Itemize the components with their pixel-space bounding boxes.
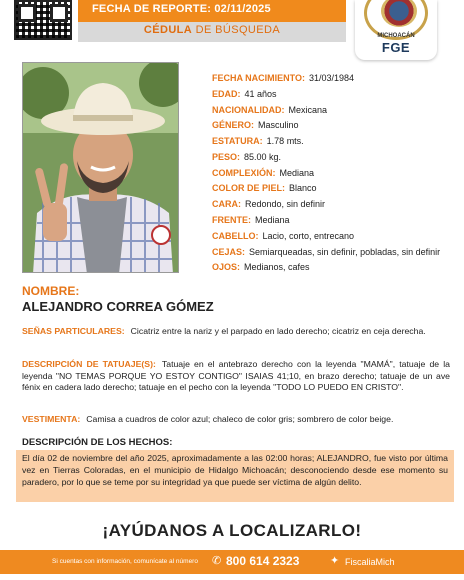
detail-value: Mediana [279, 167, 315, 178]
footer-info-text: Si cuentas con información, comunícate al número [52, 558, 198, 565]
clothing-text: Camisa a cuadros de color azul; chaleco de color gris; sombrero de color beige. [86, 414, 394, 424]
events-label: DESCRIPCIÓN DE LOS HECHOS: [22, 437, 173, 448]
distinguishing-marks-label: SEÑAS PARTICULARES: [22, 326, 125, 336]
detail-value: Blanco [289, 183, 317, 194]
detail-row [212, 104, 452, 117]
detail-label: FRENTE: [212, 215, 251, 226]
events-description: El día 02 de noviembre del año 2025, aproximadamente a las 02:00 horas; ALEJANDRO, fue visto por última vez en Tierras Coloradas, en el municipio de Hidalgo Michoacán; desconociendo desde ese momento su paradero, por lo que se teme por su integridad ya que puede ser víctima de algún delito. [16, 450, 454, 502]
footer-social-handle[interactable]: FiscaliaMich [345, 557, 395, 567]
help-locate-heading: ¡AYÚDANOS A LOCALIZARLO! [102, 521, 362, 540]
person-photo [22, 62, 179, 273]
detail-label: NACIONALIDAD: [212, 104, 285, 115]
logo-acronym: FGE [381, 40, 411, 55]
detail-value: Medianos, cafes [244, 262, 310, 273]
detail-row [212, 198, 452, 211]
detail-label: COMPLEXIÓN: [212, 167, 276, 178]
footer-phone[interactable]: 800 614 2323 [226, 554, 300, 568]
detail-row [212, 182, 452, 195]
detail-label: CABELLO: [212, 230, 259, 241]
detail-value: Mediana [255, 215, 290, 226]
cedula-title-bold: CÉDULA [143, 24, 193, 36]
detail-value: Semiarqueadas, sin definir, pobladas, sin definir [249, 246, 441, 257]
detail-value: Mexicana [288, 104, 328, 115]
detail-row [212, 167, 452, 180]
detail-label: CEJAS: [212, 246, 246, 257]
logo-state: MICHOACÁN [377, 33, 415, 39]
detail-label: FECHA NACIMIENTO: [212, 73, 305, 83]
fge-logo [355, 0, 437, 60]
tattoo-description [22, 359, 450, 394]
person-photo-illustration [23, 63, 179, 273]
footer-bottom-strip [0, 574, 464, 580]
detail-row [212, 119, 452, 132]
cedula-title [78, 24, 346, 36]
detail-label: COLOR DE PIEL: [212, 183, 286, 194]
twitter-icon: ✦ [330, 555, 340, 567]
report-date: FECHA DE REPORTE: 02/11/2025 [92, 3, 271, 15]
detail-value: 41 años [244, 88, 277, 99]
detail-value: Masculino [258, 120, 299, 131]
detail-row [212, 135, 452, 148]
detail-value: Redondo, sin definir [245, 199, 326, 210]
detail-row [212, 88, 452, 101]
phone-icon: ✆ [212, 555, 222, 567]
detail-value: 31/03/1984 [309, 73, 355, 83]
detail-label: PESO: [212, 151, 241, 162]
detail-label: GÉNERO: [212, 120, 255, 131]
detail-label: CARA: [212, 199, 241, 210]
detail-value: Lacio, corto, entrecano [262, 230, 355, 241]
distinguishing-marks-text: Cicatriz entre la nariz y el parpado en lado derecho; cicatriz en ceja derecha. [130, 326, 426, 336]
clothing [22, 414, 450, 426]
seal-emblem-icon [381, 0, 417, 27]
detail-row [212, 230, 452, 243]
tattoo-description-label: DESCRIPCIÓN DE TATUAJE(S): [22, 359, 156, 369]
person-name: ALEJANDRO CORREA GÓMEZ [22, 299, 214, 314]
detail-row [212, 72, 452, 85]
detail-row [212, 151, 452, 164]
detail-label: ESTATURA: [212, 136, 263, 147]
qr-code[interactable] [14, 0, 72, 40]
tattoo-description-text: Tatuaje en el antebrazo derecho con la leyenda "MAMÁ", tatuaje de la leyenda "NO TEMAS PORQUE YO ESTOY CONTIGO" ISAIAS 41;10, en brazo derecho; tatuaje de un ave fénix en cadera lado derecho; tatuaje en el pecho con la leyenda "TODO LO PUEDO EN CRISTO". [22, 359, 450, 393]
distinguishing-marks [22, 326, 450, 338]
detail-value: 1.78 mts. [266, 136, 304, 147]
detail-label: EDAD: [212, 88, 241, 99]
detail-label: OJOS: [212, 262, 241, 273]
detail-value: 85.00 kg. [244, 151, 282, 162]
cedula-title-rest: DE BÚSQUEDA [192, 24, 281, 36]
detail-row [212, 214, 452, 227]
detail-row [212, 246, 452, 259]
footer-bar [0, 550, 464, 574]
name-label: NOMBRE: [22, 284, 80, 298]
personal-details [212, 72, 452, 277]
clothing-label: VESTIMENTA: [22, 414, 81, 424]
detail-row [212, 261, 452, 274]
